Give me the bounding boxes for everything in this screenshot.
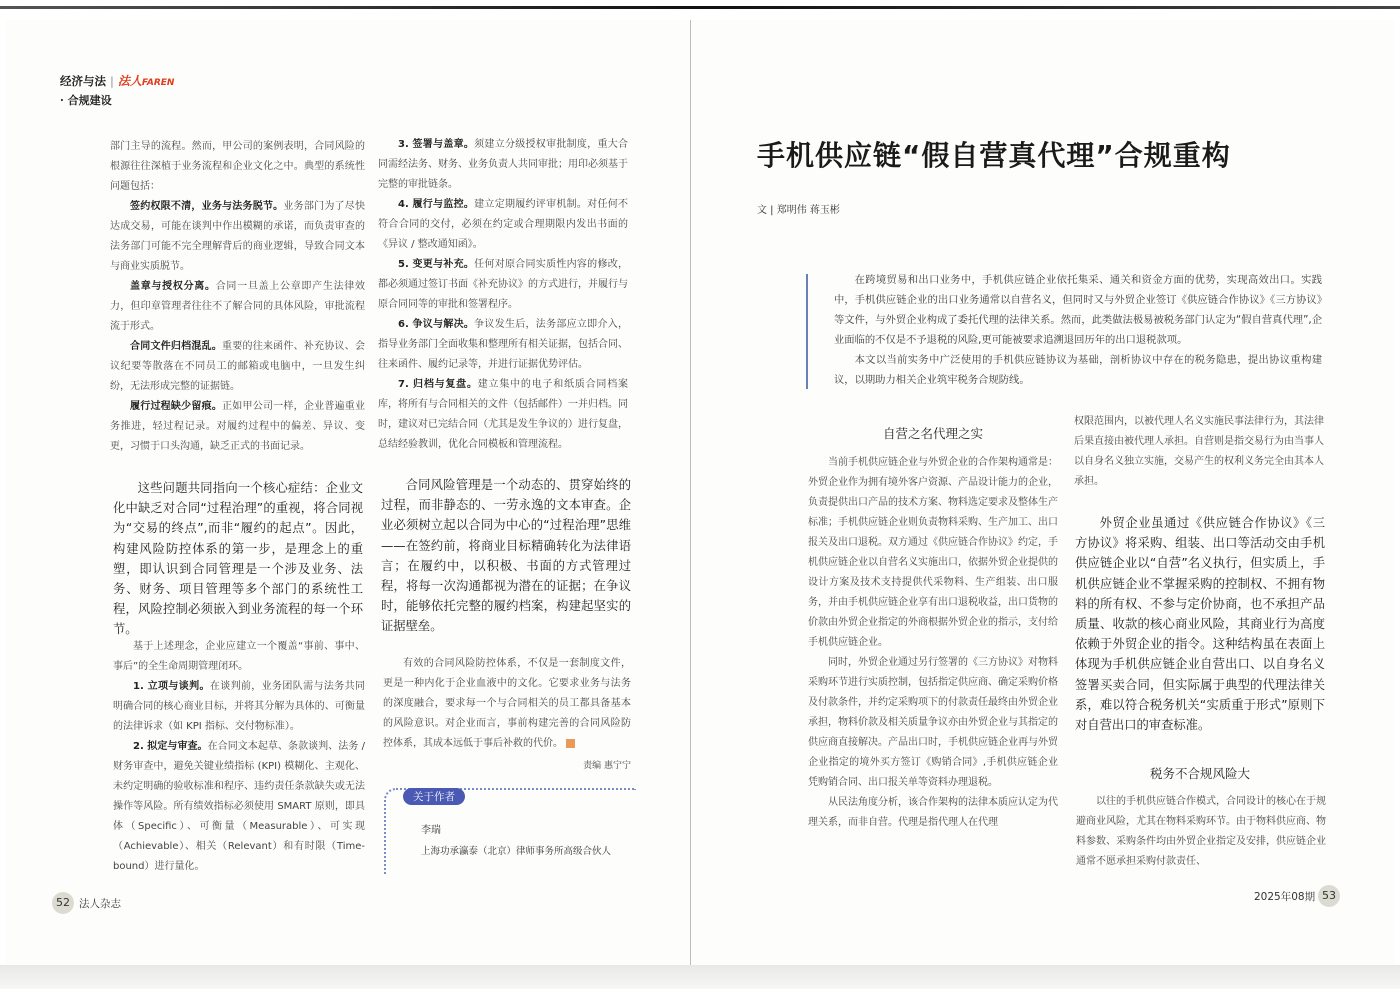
step-title: 3. 签署与盖章。 xyxy=(398,139,475,150)
issue-label: 2025年08期 xyxy=(1254,891,1316,903)
step-title: 1. 立项与谈判。 xyxy=(133,681,210,692)
step-body: 在合同文本起草、条款谈判、法务 / 财务审查中，避免关键业绩指标 (KPI) 模糊化、主观化、未约定明确的验收标准和程序、违约责任条款缺失或无法操作等风险。所有绩效指标必须使用 SMART 原则，即具体（Specific）、可衡量（Measurable）、可实现（Achievable）、相关（Relevant）和有时限（Time-bound）进行量化。 xyxy=(113,741,365,872)
paragraph: 基于上述理念，企业应建立一个覆盖“事前、事中、事后”的全生命周期管理闭环。 xyxy=(113,641,365,672)
page-gutter xyxy=(690,20,691,970)
paragraph: 从民法角度分析，该合作架构的法律本质应认定为代理关系，而非自营。代理是指代理人在代理 xyxy=(808,797,1058,828)
author-name: 李瑞 xyxy=(421,825,441,836)
point-title: 签约权限不清，业务与法务脱节。 xyxy=(130,201,284,212)
paragraph: 同时，外贸企业通过另行签署的《三方协议》对物料采购环节进行实质控制，包括指定供应商、确定采购价格及付款条件，并约定采购项下的付款责任最终由外贸企业承担，物料价款及相关质量争议亦由外贸企业与其指定的供应商直接解决。产品出口时，手机供应链企业再与外贸企业指定的境外买方签订《购销合同》,手机供应链企业凭购销合同、出口报关单等资料办理退税。 xyxy=(808,657,1058,788)
point-body: 重要的往来函件、补充协议、会议纪要等散落在不同员工的邮箱或电脑中，一旦发生纠纷，无法形成完整的证据链。 xyxy=(110,341,366,392)
section-name: 经济与法 xyxy=(60,74,106,88)
left-highlight-2 xyxy=(381,475,631,637)
paragraph xyxy=(378,255,628,315)
paragraph xyxy=(378,315,628,375)
point-body: 正如甲公司一样，企业普遍重业务推进，轻过程记录。对履约过程中的偏差、异议、变更，习惯于口头沟通，缺乏正式的书面记录。 xyxy=(110,401,366,452)
paragraph xyxy=(110,337,365,397)
running-header xyxy=(60,72,174,108)
abstract xyxy=(834,270,1322,390)
abstract-paragraph: 本文以当前实务中广泛使用的手机供应链协议为基础，剖析协议中存在的税务隐患，提出协议重构建议，以期助力相关企业筑牢税务合规防线。 xyxy=(834,354,1322,386)
section-heading: 税务不合规风险大 xyxy=(1149,766,1250,781)
abstract-accent-bar xyxy=(806,274,808,389)
brand-en: FAREN xyxy=(141,78,175,88)
step-body: 须建立分级授权审批制度，重大合同需经法务、财务、业务负责人共同审批；用印必须基于完整的审批链条。 xyxy=(378,139,628,190)
left-closing xyxy=(383,654,631,776)
point-title: 履行过程缺少留痕。 xyxy=(130,401,223,412)
scan-top-line xyxy=(0,6,1400,9)
byline: 文 | 郑明伟 蒋玉彬 xyxy=(757,205,840,216)
point-body: 合同一旦盖上公章即产生法律效力，但印章管理者往往不了解合同的具体风险，审批流程流于形式。 xyxy=(110,281,366,332)
highlight-paragraph: 合同风险管理是一个动态的、贯穿始终的过程，而非静态的、一劳永逸的文本审查。企业必须树立起以合同为中心的“过程治理”思维——在签约前，将商业目标精确转化为法律语言；在履约中，以积极、书面的方式管理过程，将每一次沟通都视为潜在的证据；在争议时，能够依托完整的履约档案，构建起坚实的证据壁垒。 xyxy=(381,478,631,634)
highlight-paragraph: 这些问题共同指向一个核心症结：企业文化中缺乏对合同“过程治理”的重视，将合同视为“交易的终点”,而非“履约的起点”。因此，构建风险防控体系的第一步，是理念上的重塑，即认识到合同管理是一个涉及业务、法务、财务、项目管理等多个部门的系统性工程，风险控制必须嵌入到业务流程的每一个环节。 xyxy=(113,481,363,637)
paragraph: 当前手机供应链企业与外贸企业的合作架构通常是：外贸企业作为拥有境外客户资源、产品设计能力的企业，负责提供出口产品的技术方案、物料选定要求及整体生产标准；手机供应链企业则负责物料采购、生产加工、出口报关及出口退税。双方通过《供应链合作协议》约定，手机供应链企业以自营名义实施出口，依据外贸企业提供的设计方案及技术支持提供代采物料、生产组装、出口服务，并由手机供应链企业享有出口退税收益，出口货物的价款由外贸企业指定的外商根据外贸企业的指示，支付给手机供应链企业。 xyxy=(808,457,1058,648)
editor-credit: 责编 惠宁宁 xyxy=(583,761,631,771)
scan-top-edge xyxy=(0,0,1400,10)
step-body: 建立集中的电子和纸质合同档案库，将所有与合同相关的文件（包括邮件）一并归档。同时，建议对已完结合同（尤其是发生争议的）进行复盘，总结经验教训，优化合同模板和管理流程。 xyxy=(378,379,629,450)
step-title: 7. 归档与复盘。 xyxy=(398,379,478,390)
step-body: 建立定期履约评审机制。对任何不符合合同的交付，必须在约定或合理期限内发出书面的《异议 / 整改通知函》。 xyxy=(378,199,628,250)
scan-bottom-edge xyxy=(0,965,1400,989)
page-number-right: 53 xyxy=(1318,885,1340,907)
highlight-paragraph: 外贸企业虽通过《供应链合作协议》《三方协议》将采购、组装、出口等活动交由手机供应链企业以“自营”名义执行，但实质上，手机供应链企业不掌握采购的控制权、不拥有物料的所有权、不参与定价协商，也不承担产品质量、收款的核心商业风险，其商业行为高度依赖于外贸企业的指令。这种结构虽在表面上体现为手机供应链企业自营出口、以自身名义签署买卖合同，但实际属于典型的代理法律关系，难以符合税务机关“实质重于形式”原则下对自营出口的审查标准。 xyxy=(1075,516,1325,733)
paragraph: 以往的手机供应链合作模式，合同设计的核心在于规避商业风险，尤其在物料采购环节。由于物料供应商、物料参数、采购条件均由外贸企业指定及安排，供应链企业通常不愿承担采购付款责任、 xyxy=(1076,796,1326,867)
page-number-left: 52 xyxy=(52,892,74,914)
paragraph xyxy=(383,654,631,754)
paragraph xyxy=(378,375,628,455)
paragraph: 部门主导的流程。然而，甲公司的案例表明，合同风险的根源往往深植于业务流程和企业文化之中。典型的系统性问题包括： xyxy=(110,141,365,192)
step-body: 争议发生后，法务部应立即介入，指导业务部门全面收集和整理所有相关证据，包括合同、往来函件、履约记录等，并进行证据优势评估。 xyxy=(378,319,628,370)
paragraph: 权限范围内，以被代理人名义实施民事法律行为，其法律后果直接由被代理人承担。自营则是指交易行为由当事人以自身名义独立实施，交易产生的权利义务完全由其本人承担。 xyxy=(1074,416,1324,487)
right-column-2-lower xyxy=(1076,792,1326,872)
left-column-2 xyxy=(378,135,628,455)
left-highlight-1 xyxy=(113,478,363,640)
point-title: 合同文件归档混乱。 xyxy=(130,341,223,352)
step-title: 5. 变更与补充。 xyxy=(398,259,475,270)
subsection-name: · 合规建设 xyxy=(60,94,112,107)
brand-logo xyxy=(118,74,175,88)
paragraph xyxy=(113,737,365,877)
step-body: 在谈判前，业务团队需与法务共同明确合同的核心商业目标，并将其分解为具体的、可衡量的法律诉求（如 KPI 指标、交付物标准）。 xyxy=(113,681,365,732)
brand-cn: 法人 xyxy=(117,74,142,88)
right-column-1 xyxy=(808,453,1058,833)
about-author-tag: 关于作者 xyxy=(403,788,465,805)
step-title: 2. 拟定与审查。 xyxy=(133,741,208,752)
header-separator: | xyxy=(110,74,114,88)
left-column-1-lower xyxy=(113,637,365,877)
magazine-name: 法人杂志 xyxy=(79,898,121,910)
step-body: 任何对原合同实质性内容的修改，都必须通过签订书面《补充协议》的方式进行，并履行与原合同同等的审批和签署程序。 xyxy=(378,259,628,310)
paragraph xyxy=(110,397,365,457)
section-heading: 自营之名代理之实 xyxy=(882,426,983,441)
point-title: 盖章与授权分离。 xyxy=(130,281,216,292)
abstract-paragraph: 在跨境贸易和出口业务中，手机供应链企业依托集采、通关和资金方面的优势，实现高效出口。实践中，手机供应链企业的出口业务通常以自营名义，但同时又与外贸企业签订《供应链合作协议》《三方协议》等文件，与外贸企业构成了委托代理的法律关系。然而，此类做法极易被税务部门认定为“假自营真代理”,企业面临的不仅是不予退税的风险,更可能被要求追溯退回历年的出口退税款项。 xyxy=(834,274,1322,346)
step-title: 4. 履行与监控。 xyxy=(398,199,475,210)
author-organization: 上海功承瀛泰（北京）律师事务所高级合伙人 xyxy=(421,846,612,857)
paragraph xyxy=(110,197,365,277)
paragraph xyxy=(378,135,628,195)
closing-text: 有效的合同风险防控体系，不仅是一套制度文件，更是一种内化于企业血液中的文化。它要求业务与法务的深度融合，要求每一个与合同相关的员工都具备基本的风险意识。对企业而言，事前构建完善的合同风险防控体系，其成本远低于事后补救的代价。 xyxy=(383,658,631,749)
right-column-2 xyxy=(1074,412,1324,492)
right-highlight xyxy=(1075,513,1325,735)
paragraph xyxy=(113,677,365,737)
end-mark-icon xyxy=(566,739,575,748)
article-title: 手机供应链“假自营真代理”合规重构 xyxy=(757,139,1231,172)
left-column-1 xyxy=(110,137,365,457)
step-title: 6. 争议与解决。 xyxy=(398,319,475,330)
paragraph xyxy=(378,195,628,255)
paragraph xyxy=(110,277,365,337)
point-body: 业务部门为了尽快达成交易，可能在谈判中作出模糊的承诺，而负责审查的法务部门可能不完全理解背后的商业逻辑，导致合同文本与商业实质脱节。 xyxy=(110,201,366,272)
